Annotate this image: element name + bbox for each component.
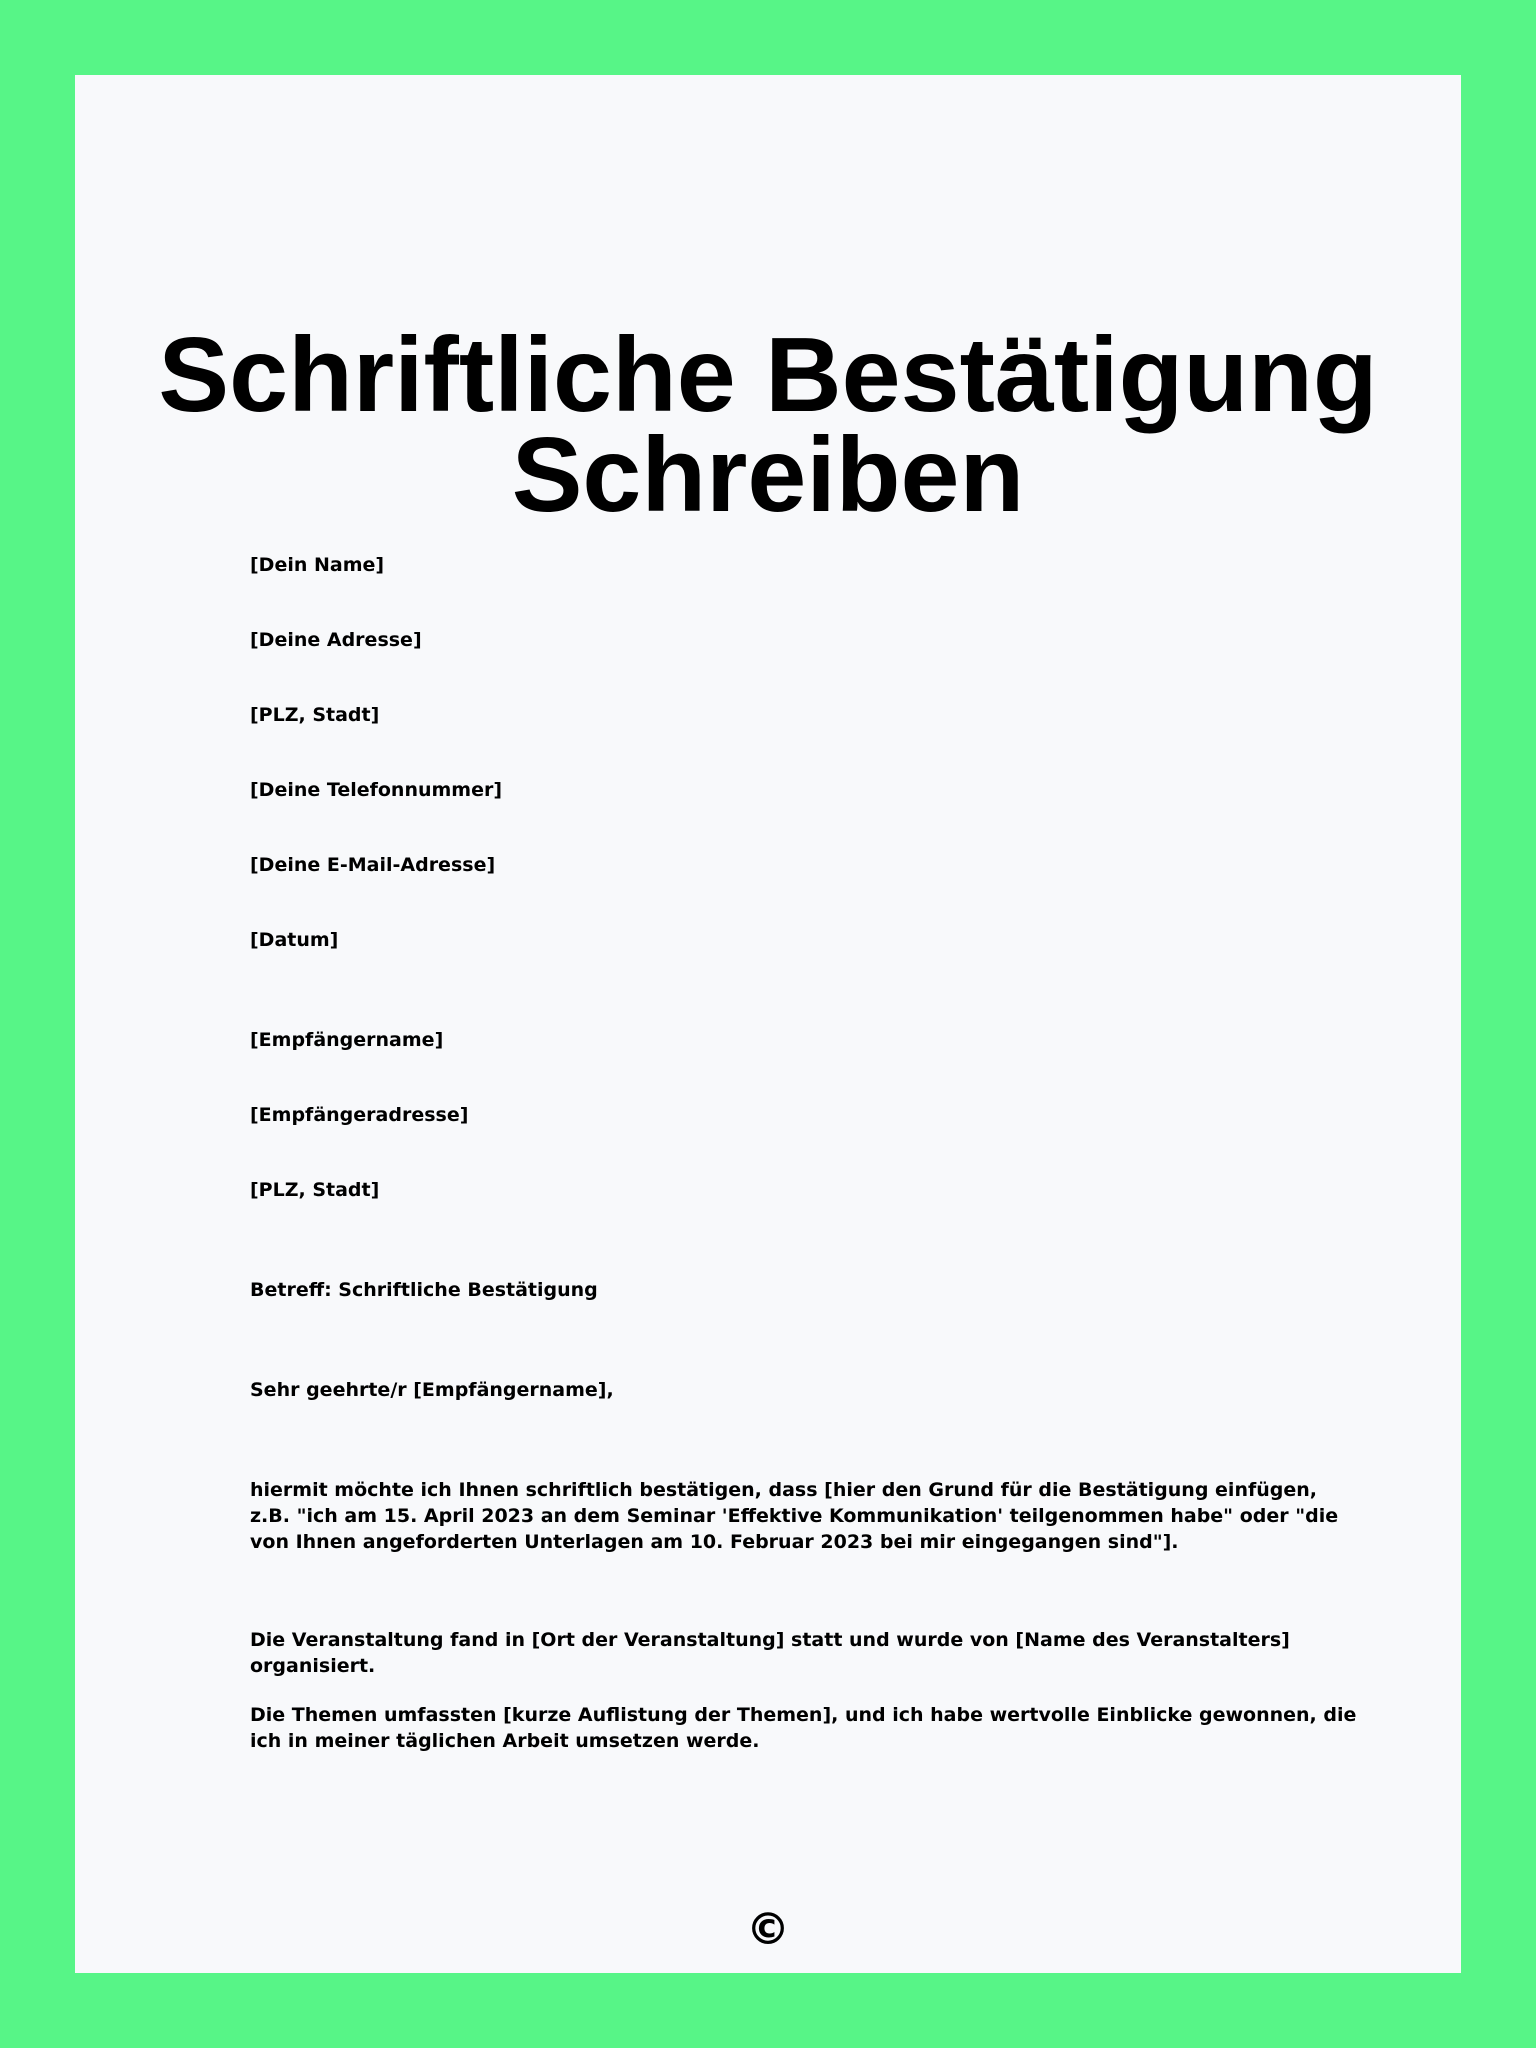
- copyright-icon: ©: [746, 1904, 790, 1955]
- body-paragraph-1: hiermit möchte ich Ihnen schriftlich bestätigen, dass [hier den Grund für die Bestätigung einfügen, z.B. "ich am 15. April 2023 an dem Seminar 'Effektive Kommunikation' teilgenommen habe" oder "die von Ihnen angeforderten Unterlagen am 10. Februar 2023 bei mir eingegangen sind"].: [250, 1479, 1339, 1553]
- letter-date: [Datum]: [250, 929, 339, 951]
- document-title: [75, 316, 1461, 534]
- sender-address: [Deine Adresse]: [250, 629, 422, 651]
- document-title-line-2: Schreiben: [511, 416, 1025, 534]
- sender-city: [PLZ, Stadt]: [250, 704, 380, 726]
- letter-subject: Betreff: Schriftliche Bestätigung: [250, 1279, 598, 1301]
- letter-salutation: Sehr geehrte/r [Empfängername],: [250, 1379, 614, 1401]
- recipient-address: [Empfängeradresse]: [250, 1104, 469, 1126]
- recipient-name: [Empfängername]: [250, 1029, 444, 1051]
- recipient-city: [PLZ, Stadt]: [250, 1179, 380, 1201]
- sender-name: [Dein Name]: [250, 554, 385, 576]
- body-paragraph-3: Die Themen umfassten [kurze Auflistung der Themen], und ich habe wertvolle Einblicke gewonnen, die ich in meiner täglichen Arbeit umsetzen werde.: [250, 1704, 1357, 1752]
- document-title-line-1: Schriftliche Bestätigung: [158, 316, 1378, 434]
- document-page: [75, 75, 1461, 1973]
- sender-phone: [Deine Telefonnummer]: [250, 779, 503, 801]
- body-paragraph-2: Die Veranstaltung fand in [Ort der Veranstaltung] statt und wurde von [Name des Veranstalters] organisiert.: [250, 1629, 1290, 1677]
- sender-email: [Deine E-Mail-Adresse]: [250, 854, 496, 876]
